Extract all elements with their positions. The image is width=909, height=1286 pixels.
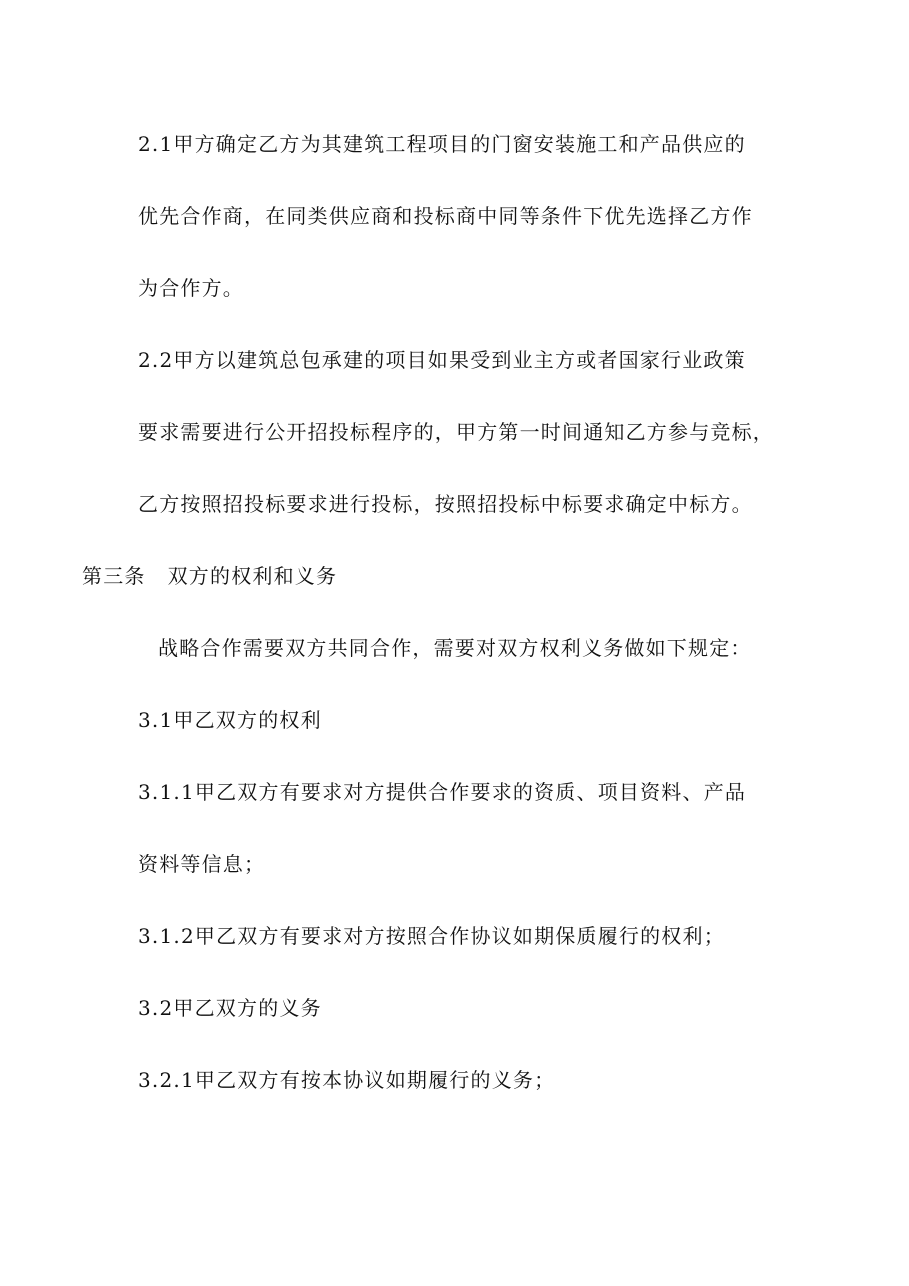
clause-2-1-line-1: 2.1甲方确定乙方为其建筑工程项目的门窗安装施工和产品供应的	[138, 132, 746, 156]
clause-3-1-2: 3.1.2甲乙双方有要求对方按照合作协议如期保质履行的权利；	[138, 924, 725, 948]
clause-3-2-1: 3.2.1甲乙双方有按本协议如期履行的义务；	[138, 1068, 556, 1092]
clause-2-1-line-3: 为合作方。	[138, 276, 244, 300]
clause-3-1-heading: 3.1甲乙双方的权利	[138, 708, 322, 732]
article-3-number: 第三条	[82, 564, 146, 588]
article-3-title: 双方的权利和义务	[167, 564, 338, 588]
article-3-intro: 战略合作需要双方共同合作，需要对双方权利义务做如下规定：	[158, 636, 752, 660]
clause-2-2-line-3: 乙方按照招投标要求进行投标，按照招投标中标要求确定中标方。	[138, 492, 753, 516]
clause-2-1-line-2: 优先合作商，在同类供应商和投标商中同等条件下优先选择乙方作	[138, 204, 753, 228]
clause-2-2-line-2: 要求需要进行公开招投标程序的，甲方第一时间通知乙方参与竞标，	[138, 420, 774, 444]
clause-3-1-1-line-2: 资料等信息；	[138, 852, 266, 876]
article-3-heading	[82, 562, 337, 590]
clause-3-1-1-line-1: 3.1.1甲乙双方有要求对方提供合作要求的资质、项目资料、产品	[138, 780, 747, 804]
clause-3-2-heading: 3.2甲乙双方的义务	[138, 996, 322, 1020]
clause-2-2-line-1: 2.2甲方以建筑总包承建的项目如果受到业主方或者国家行业政策	[138, 348, 746, 372]
